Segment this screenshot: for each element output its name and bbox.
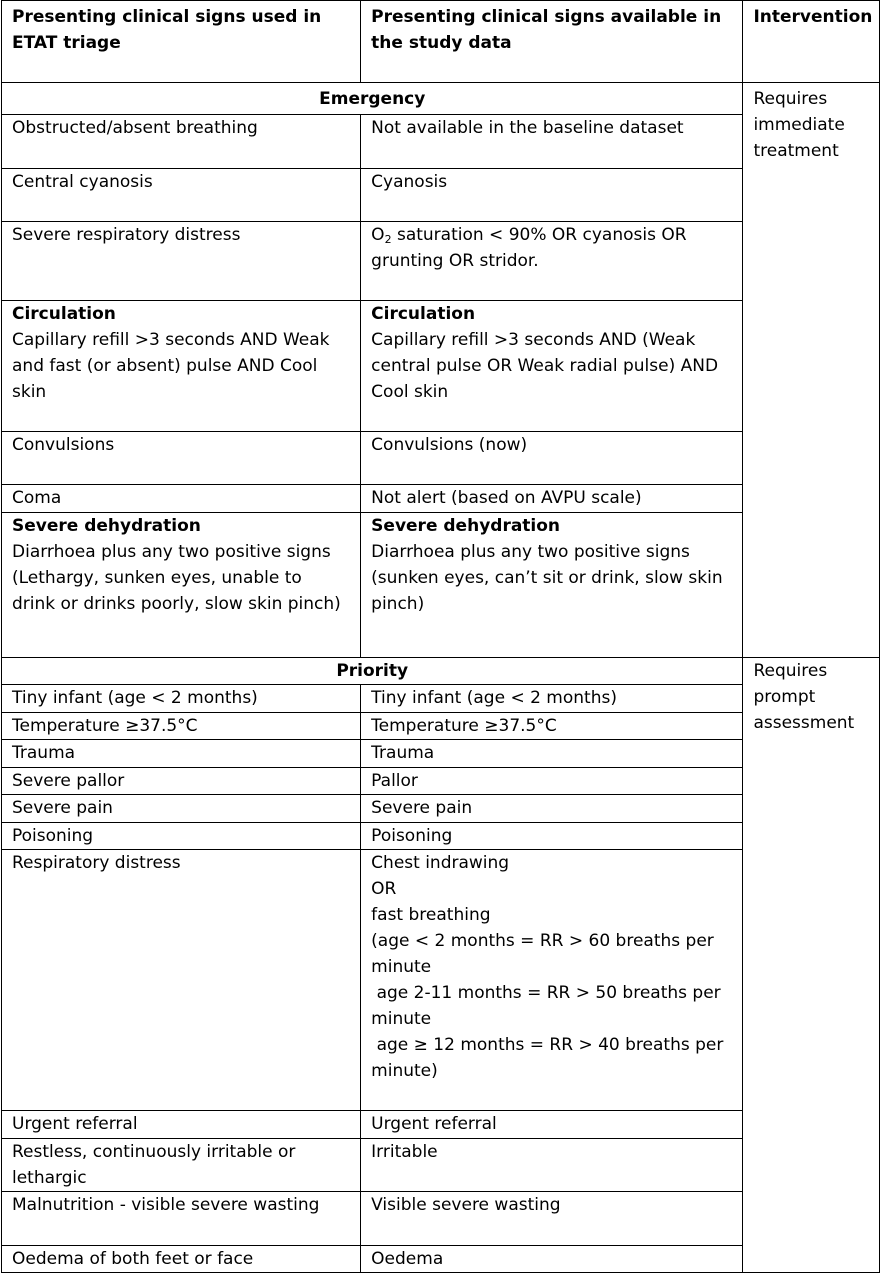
etat-sign: Urgent referral — [2, 1111, 361, 1139]
study-sign — [361, 301, 743, 432]
emergency-section-row — [2, 83, 880, 115]
priority-section-row — [2, 658, 880, 685]
study-sign: Cyanosis — [361, 169, 743, 222]
study-sign-line: age ≥ 12 months = RR > 40 breaths per — [371, 1035, 724, 1055]
dehydration-criteria: Diarrhoea plus any two positive signs (Lethargy, sunken eyes, unable to drink or drinks poorly, slow skin pinch) — [12, 542, 341, 614]
etat-sign: Severe respiratory distress — [2, 222, 361, 301]
dehydration-title: Severe dehydration — [371, 516, 561, 536]
etat-sign: Obstructed/absent breathing — [2, 115, 361, 169]
study-sign-text: saturation < 90% OR cyanosis OR grunting OR stridor. — [371, 225, 687, 271]
study-sign-line: minute) — [371, 1061, 438, 1081]
emergency-section-title: Emergency — [2, 83, 743, 115]
study-sign: Tiny infant (age < 2 months) — [361, 685, 743, 713]
study-sign: Not available in the baseline dataset — [361, 115, 743, 169]
study-sign: Poisoning — [361, 823, 743, 850]
study-sign-line: fast breathing — [371, 905, 491, 925]
study-sign: Oedema — [361, 1246, 743, 1273]
study-sign: Convulsions (now) — [361, 432, 743, 485]
etat-sign: Severe pallor — [2, 768, 361, 795]
o2-symbol: O — [371, 225, 385, 245]
circulation-criteria: Capillary refill >3 seconds AND (Weak central pulse OR Weak radial pulse) AND Cool skin — [371, 330, 719, 402]
etat-sign: Central cyanosis — [2, 169, 361, 222]
study-sign: Urgent referral — [361, 1111, 743, 1139]
etat-sign: Poisoning — [2, 823, 361, 850]
study-sign — [361, 513, 743, 658]
dehydration-title: Severe dehydration — [12, 516, 201, 536]
o2-subscript: 2 — [384, 233, 392, 246]
study-sign: Severe pain — [361, 795, 743, 823]
study-sign-line: (age < 2 months = RR > 60 breaths per — [371, 931, 714, 951]
study-sign-line: OR — [371, 879, 397, 899]
header-etat-signs: Presenting clinical signs used in ETAT triage — [2, 1, 361, 83]
etat-sign: Severe pain — [2, 795, 361, 823]
etat-sign: Restless, continuously irritable or lethargic — [2, 1139, 361, 1192]
priority-intervention: Requires prompt assessment — [743, 658, 880, 1273]
priority-section-title: Priority — [2, 658, 743, 685]
study-sign-line: age 2-11 months = RR > 50 breaths per — [371, 983, 721, 1003]
etat-sign: Tiny infant (age < 2 months) — [2, 685, 361, 713]
study-sign: Temperature ≥37.5°C — [361, 713, 743, 740]
study-sign-line: minute — [371, 1009, 432, 1029]
study-sign: Not alert (based on AVPU scale) — [361, 485, 743, 513]
study-sign: Trauma — [361, 740, 743, 768]
etat-sign — [2, 513, 361, 658]
study-sign: Irritable — [361, 1139, 743, 1192]
header-row — [2, 1, 880, 83]
etat-sign: Respiratory distress — [2, 850, 361, 1111]
study-sign — [361, 222, 743, 301]
study-sign — [361, 850, 743, 1111]
etat-sign: Convulsions — [2, 432, 361, 485]
header-intervention: Intervention — [743, 1, 880, 83]
etat-sign — [2, 301, 361, 432]
etat-sign: Trauma — [2, 740, 361, 768]
study-sign-line: Chest indrawing — [371, 853, 510, 873]
header-study-signs: Presenting clinical signs available in the study data — [361, 1, 743, 83]
etat-sign: Malnutrition - visible severe wasting — [2, 1192, 361, 1246]
circulation-title: Circulation — [12, 304, 116, 324]
etat-sign: Oedema of both feet or face — [2, 1246, 361, 1273]
study-sign: Pallor — [361, 768, 743, 795]
dehydration-criteria: Diarrhoea plus any two positive signs (sunken eyes, can’t sit or drink, slow skin pinch) — [371, 542, 723, 614]
study-sign-line: minute — [371, 957, 432, 977]
study-sign: Visible severe wasting — [361, 1192, 743, 1246]
circulation-criteria: Capillary refill >3 seconds AND Weak and fast (or absent) pulse AND Cool skin — [12, 330, 330, 402]
circulation-title: Circulation — [371, 304, 476, 324]
etat-sign: Coma — [2, 485, 361, 513]
triage-table — [1, 0, 880, 1273]
emergency-intervention: Requires immediate treatment — [743, 83, 880, 658]
etat-sign: Temperature ≥37.5°C — [2, 713, 361, 740]
